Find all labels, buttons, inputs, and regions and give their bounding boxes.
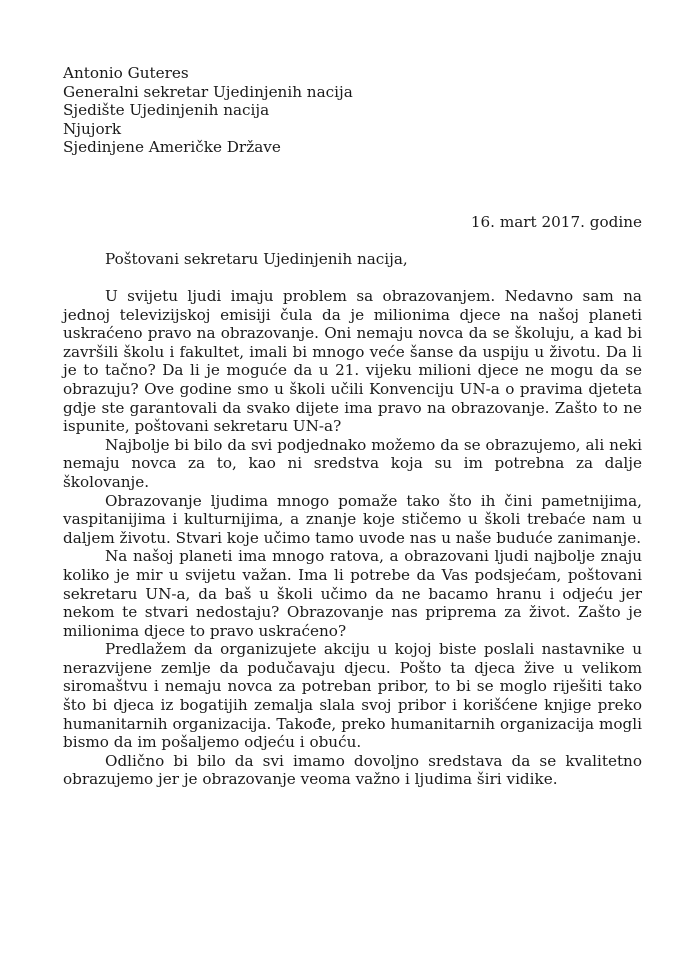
recipient-city: Njujork [63,119,122,138]
paragraph: Predlažem da organizujete akciju u kojoj biste poslali nastavnike u nerazvijene zemlje da podučavaju djecu. Pošto ta djeca žive u velikom siromaštvu i nemaju novca za potreban pribor, to bi se moglo riješiti tako što bi djeca iz bogatijih zemalja slala svoj pribor i korišćene knjige preko humanitarnih organizacija. Takođe, preko humanitarnih organizacija mogli bismo da im pošaljemo odjeću i obuću. [63,640,642,752]
recipient-title: Generalni sekretar Ujedinjenih nacija [63,82,353,101]
recipient-country: Sjedinjene Američke Države [63,138,281,157]
recipient-address [63,64,353,157]
paragraph: Odlično bi bilo da svi imamo dovoljno sredstava da se kvalitetno obrazujemo jer je obrazovanje veoma važno i ljudima širi vidike. [63,751,642,789]
paragraph: Najbolje bi bilo da svi podjednako možemo da se obrazujemo, ali neki nemaju novca za to, kao ni sredstva koja su im potrebna za dalje školovanje. [63,435,642,491]
paragraph: Na našoj planeti ima mnogo ratova, a obrazovani ljudi najbolje znaju koliko je mir u svijetu važan. Ima li potrebe da Vas podsjećam, poštovani sekretaru UN-a, da baš u školi učimo da ne bacamo hranu i odjeću jer nekom te stvari nedostaju? Obrazovanje nas priprema za život. Zašto je milionima djece to pravo uskraćeno? [63,547,642,640]
recipient-organization: Sjedište Ujedinjenih nacija [63,101,270,120]
recipient-name: Antonio Guteres [63,64,189,82]
letter-date: 16. mart 2017. godine [470,213,642,231]
salutation: Poštovani sekretaru Ujedinjenih nacija, [105,250,408,268]
letter-body [63,287,642,789]
paragraph: U svijetu ljudi imaju problem sa obrazovanjem. Nedavno sam na jednoj televizijskoj emisiji čula da je milionima djece na našoj planeti uskraćeno pravo na obrazovanje. Oni nemaju novca da se školuju, a kad bi završili školu i fakultet, imali bi mnogo veće šanse da uspiju u životu. Da li je to tačno? Da li je moguće da u 21. vijeku milioni djece ne mogu da se obrazuju? Ove godine smo u školi učili Konvenciju UN-a o pravima djeteta gdje ste garantovali da svako dijete ima pravo na obrazovanje. Zašto to ne ispunite, poštovani sekretaru UN-a? [63,287,642,436]
paragraph: Obrazovanje ljudima mnogo pomaže tako što ih čini pametnijima, vaspitanijima i kulturnijima, a znanje koje stičemo u školi trebaće nam u daljem životu. Stvari koje učimo tamo uvode nas u naše buduće zanimanje. [63,491,642,547]
